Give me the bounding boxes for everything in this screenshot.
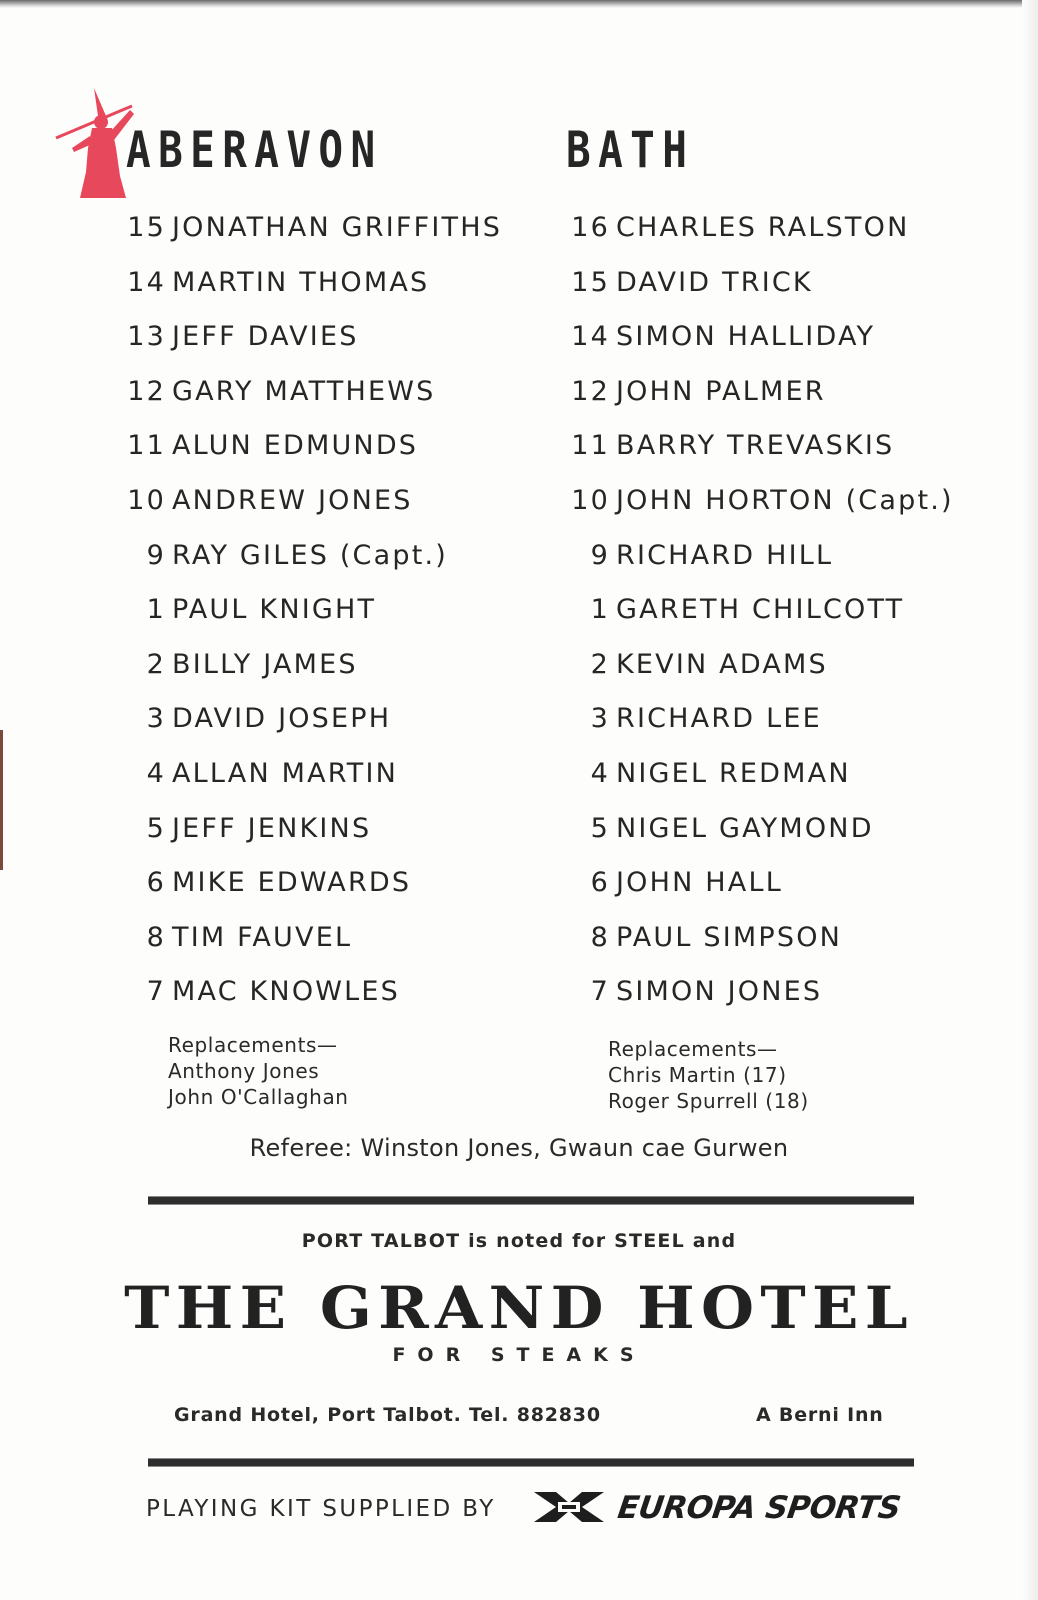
home-player-row (122, 811, 542, 866)
away-team-title: BATH (566, 121, 695, 179)
replacements-label: Replacements— (608, 1037, 778, 1061)
player-name: BILLY JAMES (172, 648, 358, 680)
player-number: 1 (146, 594, 166, 626)
player-name: KEVIN ADAMS (616, 648, 828, 680)
player-number: 10 (571, 484, 610, 516)
player-number: 9 (146, 539, 166, 571)
home-player-row (122, 592, 542, 647)
player-name: GARY MATTHEWS (172, 375, 436, 407)
player-number: 2 (146, 648, 166, 680)
home-player-row (122, 538, 542, 593)
away-player-row (566, 756, 986, 811)
page-left-mark (0, 730, 3, 870)
home-player-row (122, 756, 542, 811)
divider-bottom (148, 1458, 914, 1467)
player-number: 14 (127, 266, 166, 298)
home-player-row (122, 210, 542, 265)
player-name: SIMON JONES (616, 976, 823, 1008)
player-number: 1 (590, 594, 610, 626)
player-name: GARETH CHILCOTT (616, 594, 905, 626)
player-number: 2 (590, 648, 610, 680)
away-player-row (566, 592, 986, 647)
player-number: 14 (571, 321, 610, 353)
replacement-player: John O'Callaghan (168, 1085, 349, 1109)
player-name: MARTIN THOMAS (172, 266, 430, 298)
divider-top (148, 1196, 914, 1205)
player-name: NIGEL GAYMOND (616, 812, 874, 844)
europa-x-logo-icon (532, 1488, 606, 1526)
away-player-row (566, 374, 986, 429)
player-number: 4 (590, 757, 610, 789)
away-player-row (566, 647, 986, 702)
player-name: MIKE EDWARDS (172, 867, 412, 899)
away-player-row (566, 538, 986, 593)
player-number: 11 (127, 430, 166, 462)
player-number: 7 (590, 976, 610, 1008)
player-name: RAY GILES (Capt.) (172, 539, 448, 571)
player-number: 8 (146, 921, 166, 953)
europa-sports-brand: EUROPA SPORTS (615, 1490, 903, 1526)
player-number: 12 (571, 375, 610, 407)
player-number: 15 (571, 266, 610, 298)
away-player-row (566, 319, 986, 374)
replacement-player: Anthony Jones (168, 1059, 320, 1083)
player-number: 4 (146, 757, 166, 789)
player-name: DAVID JOSEPH (172, 703, 392, 735)
player-name: MAC KNOWLES (172, 976, 401, 1008)
player-name: NIGEL REDMAN (616, 757, 851, 789)
player-name: PAUL SIMPSON (616, 921, 843, 953)
player-name: RICHARD HILL (616, 539, 834, 571)
home-player-row (122, 647, 542, 702)
player-name: JEFF DAVIES (172, 321, 359, 353)
page-top-edge (0, 0, 1038, 8)
player-number: 12 (127, 375, 166, 407)
player-number: 8 (590, 921, 610, 953)
player-name: ALLAN MARTIN (172, 757, 399, 789)
player-name: BARRY TREVASKIS (616, 430, 895, 462)
home-player-row (122, 701, 542, 756)
player-number: 7 (146, 976, 166, 1008)
home-player-row (122, 428, 542, 483)
away-player-row (566, 811, 986, 866)
home-player-row (122, 865, 542, 920)
replacement-player: Roger Spurrell (18) (608, 1089, 809, 1113)
player-name: RICHARD LEE (616, 703, 822, 735)
away-player-row (566, 265, 986, 320)
advert-tagline: FOR STEAKS (392, 1344, 646, 1366)
player-number: 6 (590, 867, 610, 899)
player-number: 16 (571, 212, 610, 243)
player-number: 10 (127, 484, 166, 516)
player-number: 3 (590, 703, 610, 735)
player-number: 5 (590, 812, 610, 844)
player-name: JOHN HORTON (Capt.) (616, 484, 954, 516)
player-name: TIM FAUVEL (172, 921, 353, 953)
player-number: 9 (590, 539, 610, 571)
away-player-row (566, 483, 986, 538)
player-name: DAVID TRICK (616, 266, 813, 298)
kit-supplier-label: PLAYING KIT SUPPLIED BY (146, 1496, 496, 1522)
hotel-name: THE GRAND HOTEL (124, 1274, 914, 1342)
away-player-row (566, 428, 986, 483)
player-number: 3 (146, 703, 166, 735)
advert-intro: PORT TALBOT is noted for STEEL and (301, 1230, 737, 1252)
home-replacements (168, 1032, 349, 1110)
player-name: JOHN HALL (616, 867, 783, 899)
replacements-label: Replacements— (168, 1033, 338, 1057)
replacement-player: Chris Martin (17) (608, 1063, 787, 1087)
home-team-list (122, 210, 542, 1029)
player-number: 11 (571, 430, 610, 462)
player-number: 6 (146, 867, 166, 899)
player-name: PAUL KNIGHT (172, 594, 377, 626)
player-number: 13 (127, 321, 166, 353)
referee-line: Referee: Winston Jones, Gwaun cae Gurwen (249, 1134, 789, 1162)
player-name: JOHN PALMER (616, 375, 826, 407)
away-team-list (566, 210, 986, 1029)
away-player-row (566, 865, 986, 920)
player-name: ALUN EDMUNDS (172, 430, 419, 462)
player-name: ANDREW JONES (172, 484, 413, 516)
home-player-row (122, 920, 542, 975)
away-replacements (608, 1036, 809, 1114)
player-name: SIMON HALLIDAY (616, 321, 876, 353)
player-number: 15 (127, 212, 166, 243)
home-team-title: ABERAVON (126, 121, 383, 179)
player-name: CHARLES RALSTON (616, 212, 910, 243)
player-name: JONATHAN GRIFFITHS (172, 212, 503, 243)
away-player-row (566, 701, 986, 756)
player-name: JEFF JENKINS (172, 812, 372, 844)
home-player-row (122, 483, 542, 538)
hotel-address: Grand Hotel, Port Talbot. Tel. 882830 (174, 1404, 601, 1426)
home-player-row (122, 374, 542, 429)
away-player-row (566, 210, 986, 265)
away-player-row (566, 920, 986, 975)
player-number: 5 (146, 812, 166, 844)
home-player-row (122, 265, 542, 320)
hotel-chain: A Berni Inn (756, 1404, 884, 1426)
home-player-row (122, 319, 542, 374)
away-player-row (566, 974, 986, 1029)
home-player-row (122, 974, 542, 1029)
